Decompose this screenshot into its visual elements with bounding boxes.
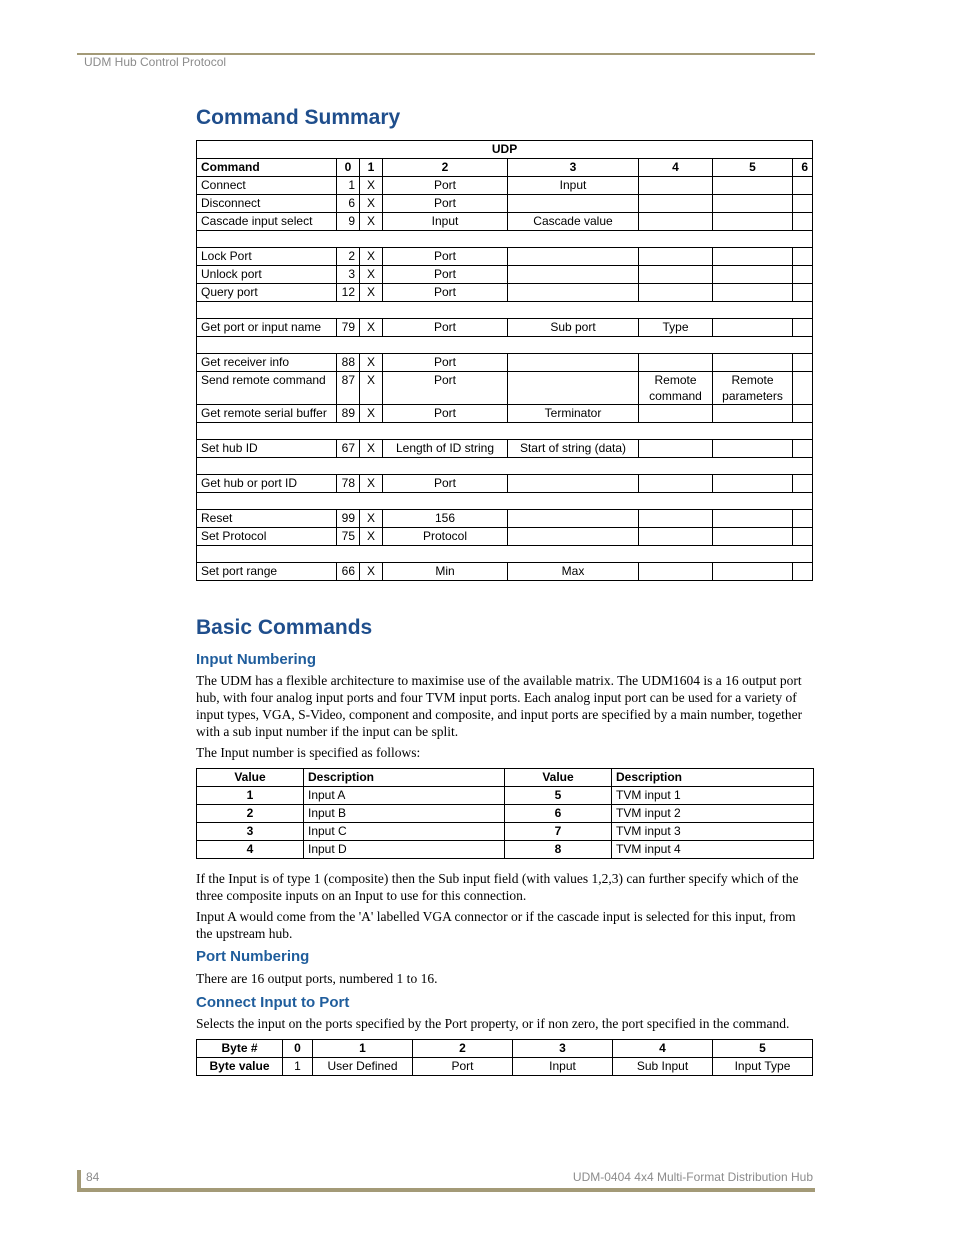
command-byte-cell: X <box>360 266 383 284</box>
port-numbering-heading: Port Numbering <box>196 948 310 965</box>
command-byte-cell <box>639 510 713 528</box>
command-byte-cell <box>713 195 793 213</box>
command-byte-cell: 9 <box>337 213 360 231</box>
command-name-cell: Connect <box>197 177 337 195</box>
byte-cell: 2 <box>413 1040 513 1058</box>
input-description-cell: TVM input 3 <box>612 823 814 841</box>
command-byte-cell <box>713 528 793 546</box>
input-value-cell: 8 <box>505 841 612 859</box>
command-row <box>197 440 813 458</box>
command-byte-cell: Start of string (data) <box>508 440 639 458</box>
command-byte-cell <box>639 475 713 493</box>
command-byte-cell: 66 <box>337 563 360 581</box>
command-byte-cell <box>639 248 713 266</box>
command-byte-cell: 75 <box>337 528 360 546</box>
col-header: 1 <box>360 159 383 177</box>
command-name-cell: Disconnect <box>197 195 337 213</box>
byte-cell: 3 <box>513 1040 613 1058</box>
command-byte-cell: Port <box>383 248 508 266</box>
command-byte-cell <box>639 440 713 458</box>
input-a-paragraph: Input A would come from the 'A' labelled VGA connector or if the cascade input is selected for this input, from the upstream hub. <box>196 909 796 941</box>
group-separator-row <box>197 337 813 354</box>
command-byte-cell <box>713 248 793 266</box>
command-byte-cell <box>793 528 813 546</box>
command-row <box>197 354 813 372</box>
separator-cell <box>197 231 813 248</box>
page-number: 84 <box>86 1170 100 1184</box>
udp-row <box>197 141 813 159</box>
command-row <box>197 195 813 213</box>
command-row <box>197 405 813 423</box>
command-byte-cell <box>713 405 793 423</box>
command-byte-cell <box>793 284 813 302</box>
command-row <box>197 563 813 581</box>
command-name-cell: Reset <box>197 510 337 528</box>
command-byte-cell: Length of ID string <box>383 440 508 458</box>
command-byte-cell: 12 <box>337 284 360 302</box>
command-byte-cell: Input <box>383 213 508 231</box>
input-description-cell: Input C <box>304 823 505 841</box>
input-description-cell: Input B <box>304 805 505 823</box>
byte-value-cell: Sub Input <box>613 1058 713 1076</box>
separator-cell <box>197 337 813 354</box>
command-byte-cell <box>793 563 813 581</box>
command-name-cell: Get hub or port ID <box>197 475 337 493</box>
col-header: Command <box>197 159 337 177</box>
group-separator-row <box>197 458 813 475</box>
byte-value-cell: User Defined <box>313 1058 413 1076</box>
byte-value-cell: 1 <box>283 1058 313 1076</box>
command-name-cell: Set hub ID <box>197 440 337 458</box>
command-byte-cell <box>713 319 793 337</box>
byte-number-row <box>197 1040 813 1058</box>
col-header: Description <box>612 769 814 787</box>
command-byte-cell <box>713 284 793 302</box>
command-byte-cell <box>793 372 813 405</box>
command-byte-cell: Input <box>508 177 639 195</box>
command-byte-cell <box>713 213 793 231</box>
group-separator-row <box>197 423 813 440</box>
command-name-cell: Get receiver info <box>197 354 337 372</box>
input-description-cell: Input D <box>304 841 505 859</box>
byte-cell: Byte # <box>197 1040 283 1058</box>
input-value-cell: 3 <box>197 823 304 841</box>
command-byte-cell: X <box>360 213 383 231</box>
sub-input-paragraph: If the Input is of type 1 (composite) then the Sub input field (with values 1,2,3) can further specify which of the three composite inputs on an Input to use for this connection. <box>196 871 799 903</box>
command-name-cell: Cascade input select <box>197 213 337 231</box>
command-byte-cell <box>508 475 639 493</box>
command-byte-cell <box>639 563 713 581</box>
byte-value-cell: Input Type <box>713 1058 813 1076</box>
col-header: Description <box>304 769 505 787</box>
input-number-intro: The Input number is specified as follows: <box>196 745 421 760</box>
command-byte-cell: Remote parameters <box>713 372 793 405</box>
byte-value-row <box>197 1058 813 1076</box>
input-description-cell: TVM input 4 <box>612 841 814 859</box>
cmd-header-row <box>197 159 813 177</box>
input-number-row <box>197 841 814 859</box>
command-byte-cell <box>639 354 713 372</box>
input-numbering-paragraph: The UDM has a flexible architecture to maximise use of the available matrix. The UDM1604 is a 16 output port hub, with four analog input ports and four TVM input ports. Each analog input port can be used for a variety of input types, VGA, S-Video, component and composite, and input ports are specified by a main number, together with a sub input number if the input can be split. <box>196 673 803 739</box>
connect-input-heading: Connect Input to Port <box>196 994 350 1011</box>
command-byte-cell: 6 <box>337 195 360 213</box>
command-row <box>197 475 813 493</box>
col-header: Value <box>197 769 304 787</box>
command-byte-cell <box>639 284 713 302</box>
command-byte-cell: Port <box>383 475 508 493</box>
command-byte-cell: X <box>360 475 383 493</box>
command-byte-cell: 79 <box>337 319 360 337</box>
command-byte-cell: 67 <box>337 440 360 458</box>
command-byte-cell: Protocol <box>383 528 508 546</box>
command-row <box>197 372 813 405</box>
footer-rule <box>77 1188 815 1192</box>
command-byte-cell <box>639 528 713 546</box>
separator-cell <box>197 423 813 440</box>
input-description-cell: TVM input 1 <box>612 787 814 805</box>
input-number-table <box>196 768 814 859</box>
command-row <box>197 266 813 284</box>
input-value-cell: 4 <box>197 841 304 859</box>
byte-cell: 1 <box>313 1040 413 1058</box>
command-byte-cell: 78 <box>337 475 360 493</box>
command-byte-cell <box>508 372 639 405</box>
command-byte-cell: X <box>360 510 383 528</box>
command-byte-cell <box>639 405 713 423</box>
command-byte-cell <box>793 195 813 213</box>
input-value-cell: 6 <box>505 805 612 823</box>
command-byte-cell <box>793 510 813 528</box>
input-description-cell: TVM input 2 <box>612 805 814 823</box>
document-title: UDM-0404 4x4 Multi-Format Distribution Hub <box>572 1170 813 1184</box>
col-header: 2 <box>383 159 508 177</box>
command-summary-table <box>196 140 813 581</box>
byte-value-cell: Port <box>413 1058 513 1076</box>
command-byte-cell <box>713 266 793 284</box>
command-byte-cell <box>508 266 639 284</box>
command-byte-cell: Min <box>383 563 508 581</box>
command-byte-cell <box>793 319 813 337</box>
byte-value-cell: Input <box>513 1058 613 1076</box>
input-number-row <box>197 805 814 823</box>
byte-cell: 0 <box>283 1040 313 1058</box>
separator-cell <box>197 302 813 319</box>
command-byte-cell: Max <box>508 563 639 581</box>
command-byte-cell: Terminator <box>508 405 639 423</box>
command-byte-cell: 87 <box>337 372 360 405</box>
command-byte-cell: 156 <box>383 510 508 528</box>
command-byte-cell <box>793 354 813 372</box>
command-byte-cell: 99 <box>337 510 360 528</box>
command-name-cell: Set Protocol <box>197 528 337 546</box>
basic-commands-heading: Basic Commands <box>196 616 373 639</box>
command-byte-cell: 3 <box>337 266 360 284</box>
command-byte-cell <box>793 405 813 423</box>
command-name-cell: Get remote serial buffer <box>197 405 337 423</box>
connect-byte-table <box>196 1039 813 1076</box>
command-byte-cell <box>713 510 793 528</box>
command-byte-cell: 88 <box>337 354 360 372</box>
command-byte-cell: Port <box>383 195 508 213</box>
command-byte-cell <box>793 440 813 458</box>
col-header: 4 <box>639 159 713 177</box>
command-byte-cell: Sub port <box>508 319 639 337</box>
input-value-cell: 2 <box>197 805 304 823</box>
group-separator-row <box>197 302 813 319</box>
command-byte-cell: X <box>360 248 383 266</box>
group-separator-row <box>197 546 813 563</box>
command-byte-cell: Port <box>383 284 508 302</box>
input-number-row <box>197 787 814 805</box>
connect-input-paragraph: Selects the input on the ports specified by the Port property, or if non zero, the port specified in the command. <box>196 1016 790 1031</box>
command-byte-cell: Port <box>383 372 508 405</box>
command-byte-cell <box>508 248 639 266</box>
command-byte-cell <box>508 528 639 546</box>
command-row <box>197 177 813 195</box>
command-name-cell: Query port <box>197 284 337 302</box>
command-name-cell: Send remote command <box>197 372 337 405</box>
command-byte-cell <box>639 266 713 284</box>
separator-cell <box>197 546 813 563</box>
command-byte-cell: X <box>360 354 383 372</box>
command-byte-cell: Port <box>383 354 508 372</box>
command-byte-cell <box>713 475 793 493</box>
command-byte-cell: X <box>360 528 383 546</box>
command-byte-cell: X <box>360 563 383 581</box>
group-separator-row <box>197 493 813 510</box>
col-header: 6 <box>793 159 813 177</box>
command-byte-cell: 2 <box>337 248 360 266</box>
port-numbering-paragraph: There are 16 output ports, numbered 1 to 16. <box>196 971 438 986</box>
command-byte-cell <box>793 475 813 493</box>
command-byte-cell <box>713 563 793 581</box>
udp-header: UDP <box>197 141 813 159</box>
command-byte-cell: 89 <box>337 405 360 423</box>
command-byte-cell <box>508 195 639 213</box>
byte-cell: 5 <box>713 1040 813 1058</box>
byte-cell: 4 <box>613 1040 713 1058</box>
command-row <box>197 319 813 337</box>
command-byte-cell: Port <box>383 266 508 284</box>
group-separator-row <box>197 231 813 248</box>
command-byte-cell <box>713 354 793 372</box>
col-header: 5 <box>713 159 793 177</box>
command-byte-cell <box>508 354 639 372</box>
col-header: 3 <box>508 159 639 177</box>
command-byte-cell <box>639 177 713 195</box>
command-byte-cell <box>793 266 813 284</box>
command-byte-cell <box>793 177 813 195</box>
command-row <box>197 213 813 231</box>
command-byte-cell: X <box>360 372 383 405</box>
separator-cell <box>197 493 813 510</box>
input-value-cell: 5 <box>505 787 612 805</box>
command-summary-heading: Command Summary <box>196 106 401 129</box>
input-value-cell: 7 <box>505 823 612 841</box>
command-byte-cell: Port <box>383 177 508 195</box>
command-byte-cell: X <box>360 195 383 213</box>
command-name-cell: Unlock port <box>197 266 337 284</box>
command-byte-cell: X <box>360 440 383 458</box>
command-byte-cell <box>793 248 813 266</box>
command-byte-cell: Port <box>383 319 508 337</box>
command-row <box>197 248 813 266</box>
command-byte-cell <box>713 177 793 195</box>
command-byte-cell: X <box>360 284 383 302</box>
separator-cell <box>197 458 813 475</box>
input-table-header <box>197 769 814 787</box>
command-byte-cell <box>793 213 813 231</box>
command-row <box>197 284 813 302</box>
col-header: Value <box>505 769 612 787</box>
input-numbering-heading: Input Numbering <box>196 651 316 668</box>
command-name-cell: Get port or input name <box>197 319 337 337</box>
command-row <box>197 528 813 546</box>
command-byte-cell <box>639 213 713 231</box>
col-header: 0 <box>337 159 360 177</box>
command-byte-cell: Cascade value <box>508 213 639 231</box>
command-byte-cell: X <box>360 177 383 195</box>
command-name-cell: Lock Port <box>197 248 337 266</box>
input-description-cell: Input A <box>304 787 505 805</box>
command-byte-cell: Port <box>383 405 508 423</box>
input-number-row <box>197 823 814 841</box>
command-byte-cell <box>713 440 793 458</box>
input-value-cell: 1 <box>197 787 304 805</box>
running-head: UDM Hub Control Protocol <box>84 55 227 69</box>
command-name-cell: Set port range <box>197 563 337 581</box>
command-byte-cell: X <box>360 319 383 337</box>
command-byte-cell: 1 <box>337 177 360 195</box>
command-row <box>197 510 813 528</box>
command-byte-cell: Remote command <box>639 372 713 405</box>
command-byte-cell: X <box>360 405 383 423</box>
command-byte-cell: Type <box>639 319 713 337</box>
command-byte-cell <box>508 510 639 528</box>
byte-value-cell: Byte value <box>197 1058 283 1076</box>
command-byte-cell <box>639 195 713 213</box>
command-byte-cell <box>508 284 639 302</box>
